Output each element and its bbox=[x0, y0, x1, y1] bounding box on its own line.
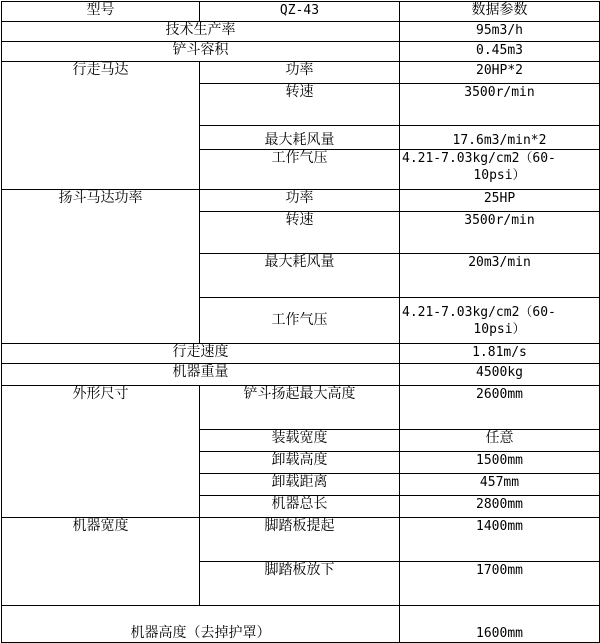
pedal-up-value: 1400mm bbox=[400, 518, 600, 562]
table-row bbox=[2, 364, 600, 386]
table-row bbox=[2, 62, 600, 84]
lift-power-label: 功率 bbox=[200, 190, 400, 212]
lift-power-value: 25HP bbox=[400, 190, 600, 212]
travel-pressure-line1: 4.21-7.03kg/cm2（60- bbox=[402, 151, 556, 166]
pedal-up-label: 脚踏板提起 bbox=[200, 518, 400, 562]
machine-height-value: 1600mm bbox=[400, 606, 600, 643]
spec-table bbox=[1, 1, 600, 643]
travel-speed-row-value: 1.81m/s bbox=[400, 344, 600, 364]
length-label: 机器总长 bbox=[200, 496, 400, 518]
table-row bbox=[2, 386, 600, 430]
machine-width-label: 机器宽度 bbox=[2, 518, 200, 606]
lift-pressure-line2: 10psi） bbox=[473, 321, 526, 337]
travel-air-label: 最大耗风量 bbox=[200, 126, 400, 150]
travel-pressure-label: 工作气压 bbox=[200, 150, 400, 190]
unload-height-value: 1500mm bbox=[400, 452, 600, 474]
capacity-value: 95m3/h bbox=[400, 22, 600, 42]
lift-speed-value: 3500r/min bbox=[400, 212, 600, 254]
header-data-params: 数据参数 bbox=[400, 2, 600, 22]
capacity-label: 技术生产率 bbox=[2, 22, 400, 42]
table-row bbox=[2, 606, 600, 643]
lift-motor-label: 扬斗马达功率 bbox=[2, 190, 200, 344]
length-value: 2800mm bbox=[400, 496, 600, 518]
lift-pressure-label: 工作气压 bbox=[200, 298, 400, 344]
table-row bbox=[2, 344, 600, 364]
header-model: 型号 bbox=[2, 2, 200, 22]
bucket-value: 0.45m3 bbox=[400, 42, 600, 62]
travel-pressure-line2: 10psi） bbox=[473, 168, 526, 183]
machine-height-label: 机器高度（去掉护罩） bbox=[2, 606, 400, 643]
bucket-label: 铲斗容积 bbox=[2, 42, 400, 62]
pedal-down-value: 1700mm bbox=[400, 562, 600, 606]
load-width-value: 任意 bbox=[400, 430, 600, 452]
table-row bbox=[2, 190, 600, 212]
header-row bbox=[2, 2, 600, 22]
travel-speed-label: 转速 bbox=[200, 84, 400, 126]
lift-air-label: 最大耗风量 bbox=[200, 254, 400, 298]
travel-motor-label: 行走马达 bbox=[2, 62, 200, 190]
max-height-value: 2600mm bbox=[400, 386, 600, 430]
travel-pressure-value bbox=[400, 150, 600, 190]
unload-height-label: 卸载高度 bbox=[200, 452, 400, 474]
dimensions-label: 外形尺寸 bbox=[2, 386, 200, 518]
weight-value: 4500kg bbox=[400, 364, 600, 386]
max-height-label: 铲斗扬起最大高度 bbox=[200, 386, 400, 430]
lift-speed-label: 转速 bbox=[200, 212, 400, 254]
travel-air-value: 17.6m3/min*2 bbox=[400, 126, 600, 150]
table-row bbox=[2, 22, 600, 42]
travel-speed-row-label: 行走速度 bbox=[2, 344, 400, 364]
unload-distance-value: 457mm bbox=[400, 474, 600, 496]
header-model-value: QZ-43 bbox=[200, 2, 400, 22]
lift-pressure-value bbox=[400, 298, 600, 344]
table-row bbox=[2, 42, 600, 62]
travel-speed-value: 3500r/min bbox=[400, 84, 600, 126]
unload-distance-label: 卸载距离 bbox=[200, 474, 400, 496]
table-row bbox=[2, 518, 600, 562]
lift-pressure-line1: 4.21-7.03kg/cm2（60- bbox=[402, 304, 556, 320]
weight-label: 机器重量 bbox=[2, 364, 400, 386]
lift-air-value: 20m3/min bbox=[400, 254, 600, 298]
pedal-down-label: 脚踏板放下 bbox=[200, 562, 400, 606]
travel-power-value: 20HP*2 bbox=[400, 62, 600, 84]
travel-power-label: 功率 bbox=[200, 62, 400, 84]
load-width-label: 装载宽度 bbox=[200, 430, 400, 452]
